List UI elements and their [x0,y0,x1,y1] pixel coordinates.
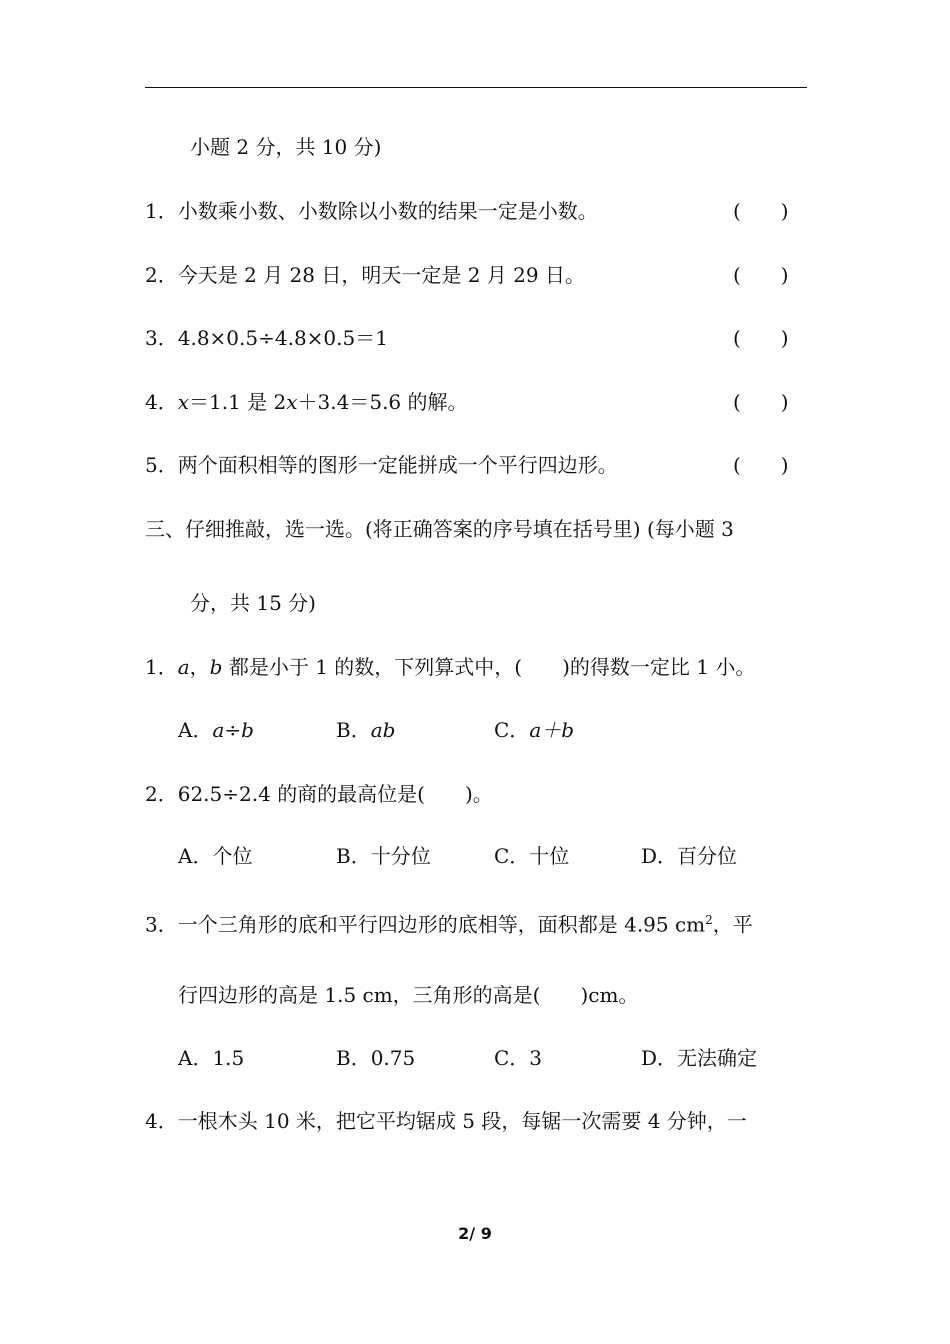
judge-item-4: 4．x＝1.1 是 2x＋3.4＝5.6 的解。 [145,390,468,414]
judge-item-5: 5．两个面积相等的图形一定能拼成一个平行四边形。 [145,453,618,477]
header-rule [145,87,807,88]
answer-paren-5[interactable]: ( ) [733,453,789,477]
answer-paren-2[interactable]: ( ) [733,263,789,287]
q2-option-a[interactable]: A．个位 [178,844,253,868]
q3-option-b[interactable]: B．0.75 [336,1046,416,1070]
judge-item-1: 1．小数乘小数、小数除以小数的结果一定是小数。 [145,199,598,223]
choice-question-2: 2．62.5÷2.4 的商的最高位是( )。 [145,782,493,806]
q1-option-a[interactable]: A．a÷b [178,718,254,742]
answer-paren-1[interactable]: ( ) [733,199,789,223]
choice-question-3-cont: 行四边形的高是 1.5 cm，三角形的高是( )cm。 [178,983,639,1007]
judge-item-3: 3．4.8×0.5÷4.8×0.5＝1 [145,326,388,350]
q2-option-b[interactable]: B．十分位 [336,844,431,868]
page-number: 2/ 9 [458,1224,492,1243]
choice-question-3: 3．一个三角形的底和平行四边形的底相等，面积都是 4.95 $cm^2$，平 [145,912,753,937]
q3-option-d[interactable]: D．无法确定 [641,1046,758,1070]
q3-option-a[interactable]: A．1.5 [178,1046,245,1070]
answer-paren-3[interactable]: ( ) [733,326,789,350]
q1-option-c[interactable]: C．a＋b [494,718,575,742]
q2-option-c[interactable]: C．十位 [494,844,570,868]
section2-score-cont: 小题 2 分，共 10 分) [190,135,382,159]
section3-heading-cont: 分，共 15 分) [190,591,316,615]
q3-option-c[interactable]: C．3 [494,1046,543,1070]
section3-heading: 三、仔细推敲，选一选。(将正确答案的序号填在括号里) (每小题 3 [145,517,734,541]
q1-option-b[interactable]: B．ab [336,718,396,742]
choice-question-4: 4．一根木头 10 米，把它平均锯成 5 段，每锯一次需要 4 分钟，一 [145,1109,747,1133]
answer-paren-4[interactable]: ( ) [733,390,789,414]
choice-question-1: 1．a，b 都是小于 1 的数，下列算式中，( )的得数一定比 1 小。 [145,655,756,679]
judge-item-2: 2．今天是 2 月 28 日，明天一定是 2 月 29 日。 [145,263,585,287]
q2-option-d[interactable]: D．百分位 [641,844,738,868]
